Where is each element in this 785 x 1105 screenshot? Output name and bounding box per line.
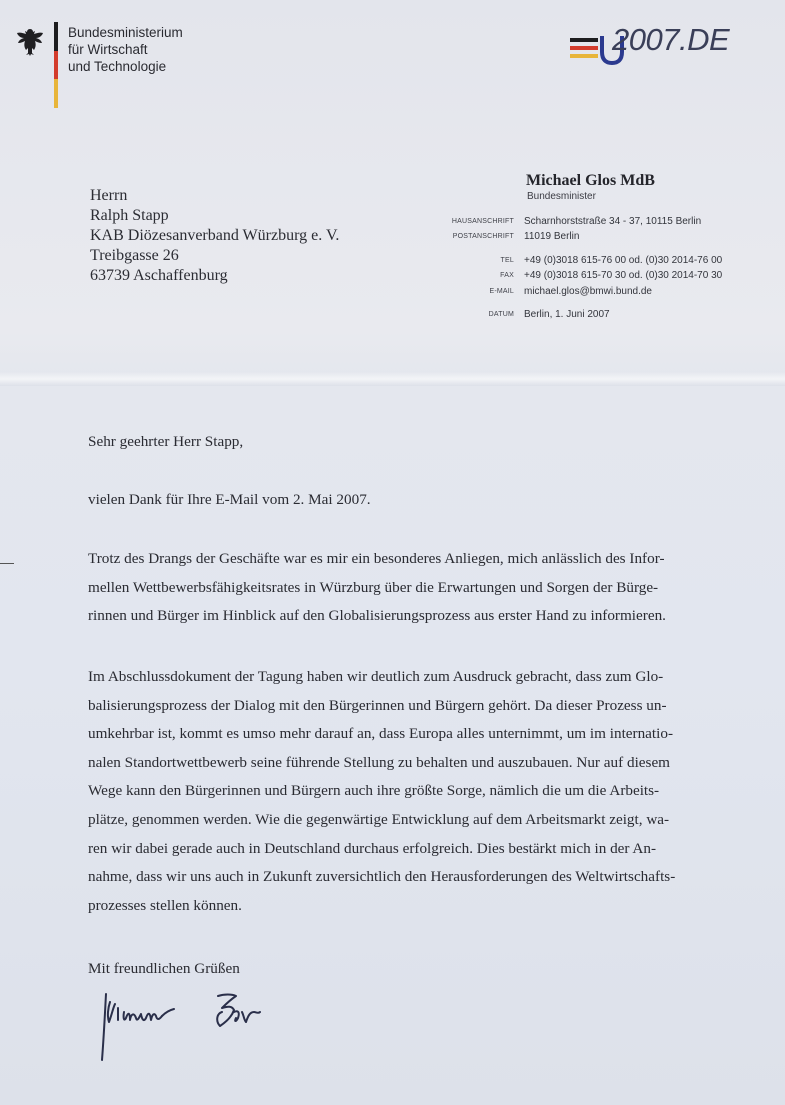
sender-name: Michael Glos MdB [526,172,655,189]
paragraph-line: Trotz des Drangs der Geschäfte war es mir ein besonderes Anliegen, mich anlässlich des Infor- [88,550,665,567]
sender-role: Bundesminister [527,191,596,202]
email-label: E-MAIL [489,288,514,295]
paragraph-line: balisierungsprozess der Dialog mit den Bürgerinnen und Bürgern gehört. Da dieser Prozess un- [88,696,667,714]
tel-value: +49 (0)3018 615-76 00 od. (0)30 2014-76 00 [524,255,723,266]
flag-red [54,51,58,80]
flag-bar [54,22,58,108]
ministry-line: für Wirtschaft [68,42,148,57]
postal-value: 11019 Berlin [524,231,580,242]
paragraph-line: rinnen und Bürger im Hinblick auf den Globalisierungsprozess aus erster Hand zu informieren. [88,607,666,625]
postal-label: POSTANSCHRIFT [452,233,514,240]
salutation: Sehr geehrter Herr Stapp, [88,433,244,450]
intro-sentence: vielen Dank für Ihre E-Mail vom 2. Mai 2007. [88,491,371,508]
eu-logo-text: 2007.DE [612,22,730,57]
address-label: HAUSANSCHRIFT [451,218,514,225]
paragraph-line: Wege kann den Bürgerinnen und Bürgern auch ihre größte Sorge, nämlich die um die Arbeits- [88,782,660,800]
paragraph-1 [88,545,666,631]
fold-mark [0,563,14,564]
flag-black [54,22,58,51]
recipient-line: Herrn [90,187,128,204]
address-value: Scharnhorststraße 34 - 37, 10115 Berlin [524,216,702,227]
recipient-line: Treibgasse 26 [90,247,179,264]
recipient-line: Ralph Stapp [90,207,169,224]
ministry-line: und Technologie [68,59,167,74]
recipient-address [90,186,339,286]
paragraph-line: nalen Standortwettbewerb seine führende Stellung zu behalten und auszubauen. Nur auf diesem [88,753,670,771]
fax-value: +49 (0)3018 615-70 30 od. (0)30 2014-70 30 [524,270,723,281]
closing: Mit freundlichen Grüßen [88,960,240,977]
ministry-line: Bundesministerium [68,25,183,40]
date-value: Berlin, 1. Juni 2007 [524,309,610,320]
recipient-line: 63739 Aschaffenburg [90,267,228,284]
email-value: michael.glos@bmwi.bund.de [524,286,652,297]
paper-fold [0,372,785,386]
flag-gold [54,79,58,108]
paragraph-line: prozesses stellen können. [88,896,242,914]
paragraph-line: nahme, dass wir uns auch in Zukunft zuversichtlich den Herausforderungen des Weltwirtschafts- [88,868,676,886]
ministry-name [68,24,183,75]
paragraph-line: mellen Wettbewerbsfähigkeitsrates in Würzburg über die Erwartungen und Sorgen der Bürge- [88,578,659,596]
federal-eagle-icon [14,26,46,58]
date-label: DATUM [488,311,514,318]
paragraph-line: ren wir dabei gerade auch in Deutschland durchaus erfolgreich. Dies bestärkt mich in der An- [88,839,657,857]
recipient-line: KAB Diözesanverband Würzburg e. V. [90,227,340,244]
paragraph-2 [88,663,675,920]
fax-label: FAX [500,272,514,279]
handwritten-signature [96,982,286,1066]
paragraph-line: Im Abschlussdokument der Tagung haben wir deutlich zum Ausdruck gebracht, dass zum Glo- [88,668,664,685]
paragraph-line: umkehrbar ist, kommt es umso mehr darauf an, dass Europa alles unternimmt, um im internatio- [88,725,674,743]
paragraph-line: plätze, genommen werden. Wie die gegenwärtige Entwicklung auf dem Arbeitsmarkt zeigt, wa- [88,810,670,828]
tel-label: TEL [500,257,514,264]
